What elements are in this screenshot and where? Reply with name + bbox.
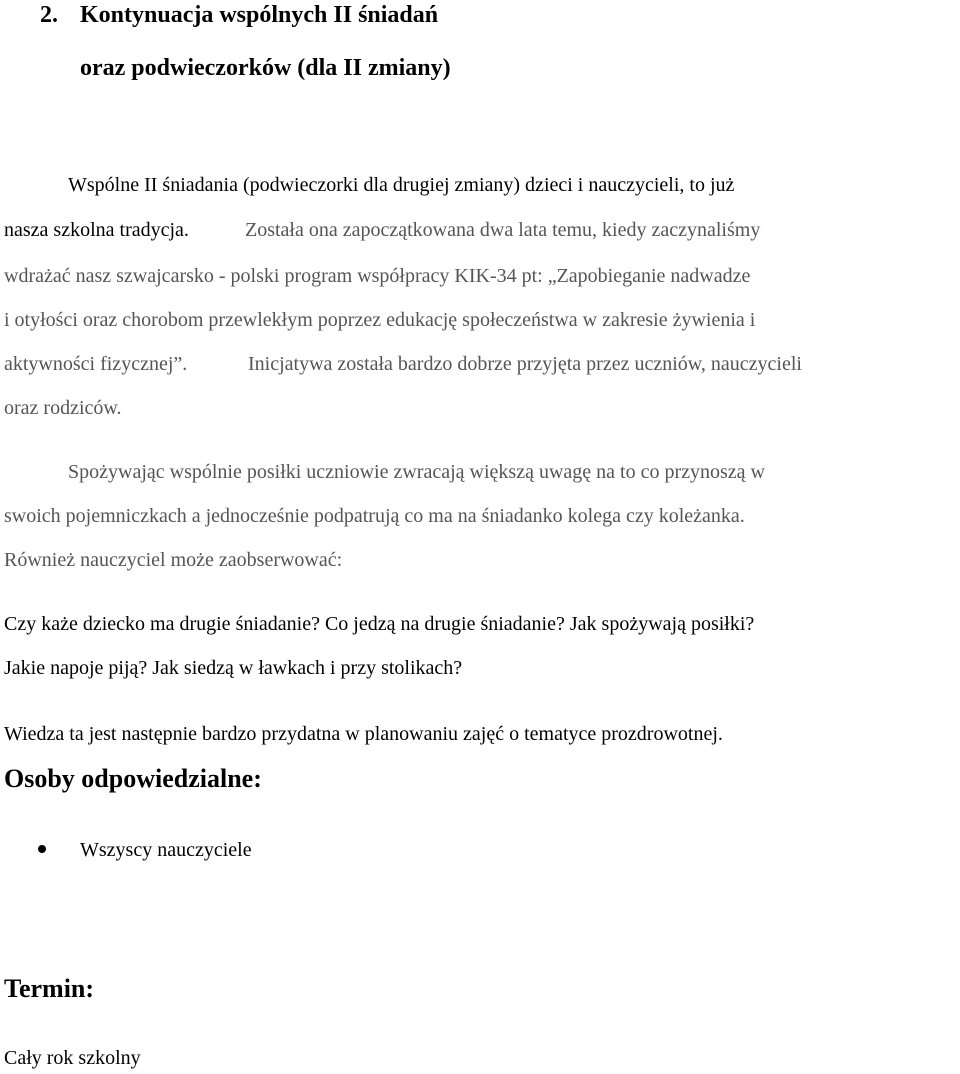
term-value: Cały rok szkolny	[4, 1047, 141, 1069]
paragraph-1-line-3: wdrażać nasz szwajcarsko - polski program współpracy KIK-34 pt: „Zapobieganie nadwadze	[4, 265, 751, 287]
conclusion-text: Wiedza ta jest następnie bardzo przydatna w planowaniu zajęć o tematyce prozdrowotnej.	[4, 723, 723, 745]
paragraph-1-line-1: Wspólne II śniadania (podwieczorki dla drugiej zmiany) dzieci i nauczycieli, to już	[68, 174, 735, 196]
paragraph-2-line-1: Spożywając wspólnie posiłki uczniowie zwracają większą uwagę na to co przynoszą w	[68, 461, 765, 483]
questions-line-2: Jakie napoje piją? Jak siedzą w ławkach i przy stolikach?	[4, 657, 463, 679]
paragraph-1-line-6: oraz rodziców.	[4, 397, 122, 419]
paragraph-1-line-2a: nasza szkolna tradycja.	[4, 219, 189, 241]
paragraph-1-line-5b: Inicjatywa została bardzo dobrze przyjęta przez uczniów, nauczycieli	[248, 353, 802, 375]
section-title-line-1: Kontynuacja wspólnych II śniadań	[80, 2, 439, 28]
responsible-list-item: Wszyscy nauczyciele	[80, 839, 252, 861]
paragraph-2-line-3: Również nauczyciel może zaobserwować:	[4, 549, 343, 571]
paragraph-1-line-5a: aktywności fizycznej”.	[4, 353, 188, 375]
term-heading: Termin:	[4, 974, 95, 1003]
responsible-heading: Osoby odpowiedzialne:	[4, 764, 262, 793]
paragraph-2-line-2: swoich pojemniczkach a jednocześnie podpatrują co ma na śniadanko kolega czy koleżanka.	[4, 505, 745, 527]
bullet-icon	[38, 845, 46, 853]
section-title-line-2: oraz podwieczorków (dla II zmiany)	[80, 55, 451, 81]
paragraph-1-line-2b: Została ona zapoczątkowana dwa lata temu, kiedy zaczynaliśmy	[245, 219, 761, 241]
questions-line-1: Czy każe dziecko ma drugie śniadanie? Co jedzą na drugie śniadanie? Jak spożywają posiłki?	[4, 613, 755, 635]
paragraph-1-line-4: i otyłości oraz chorobom przewlekłym poprzez edukację społeczeństwa w zakresie żywienia i	[4, 309, 756, 331]
section-number: 2.	[40, 2, 58, 28]
